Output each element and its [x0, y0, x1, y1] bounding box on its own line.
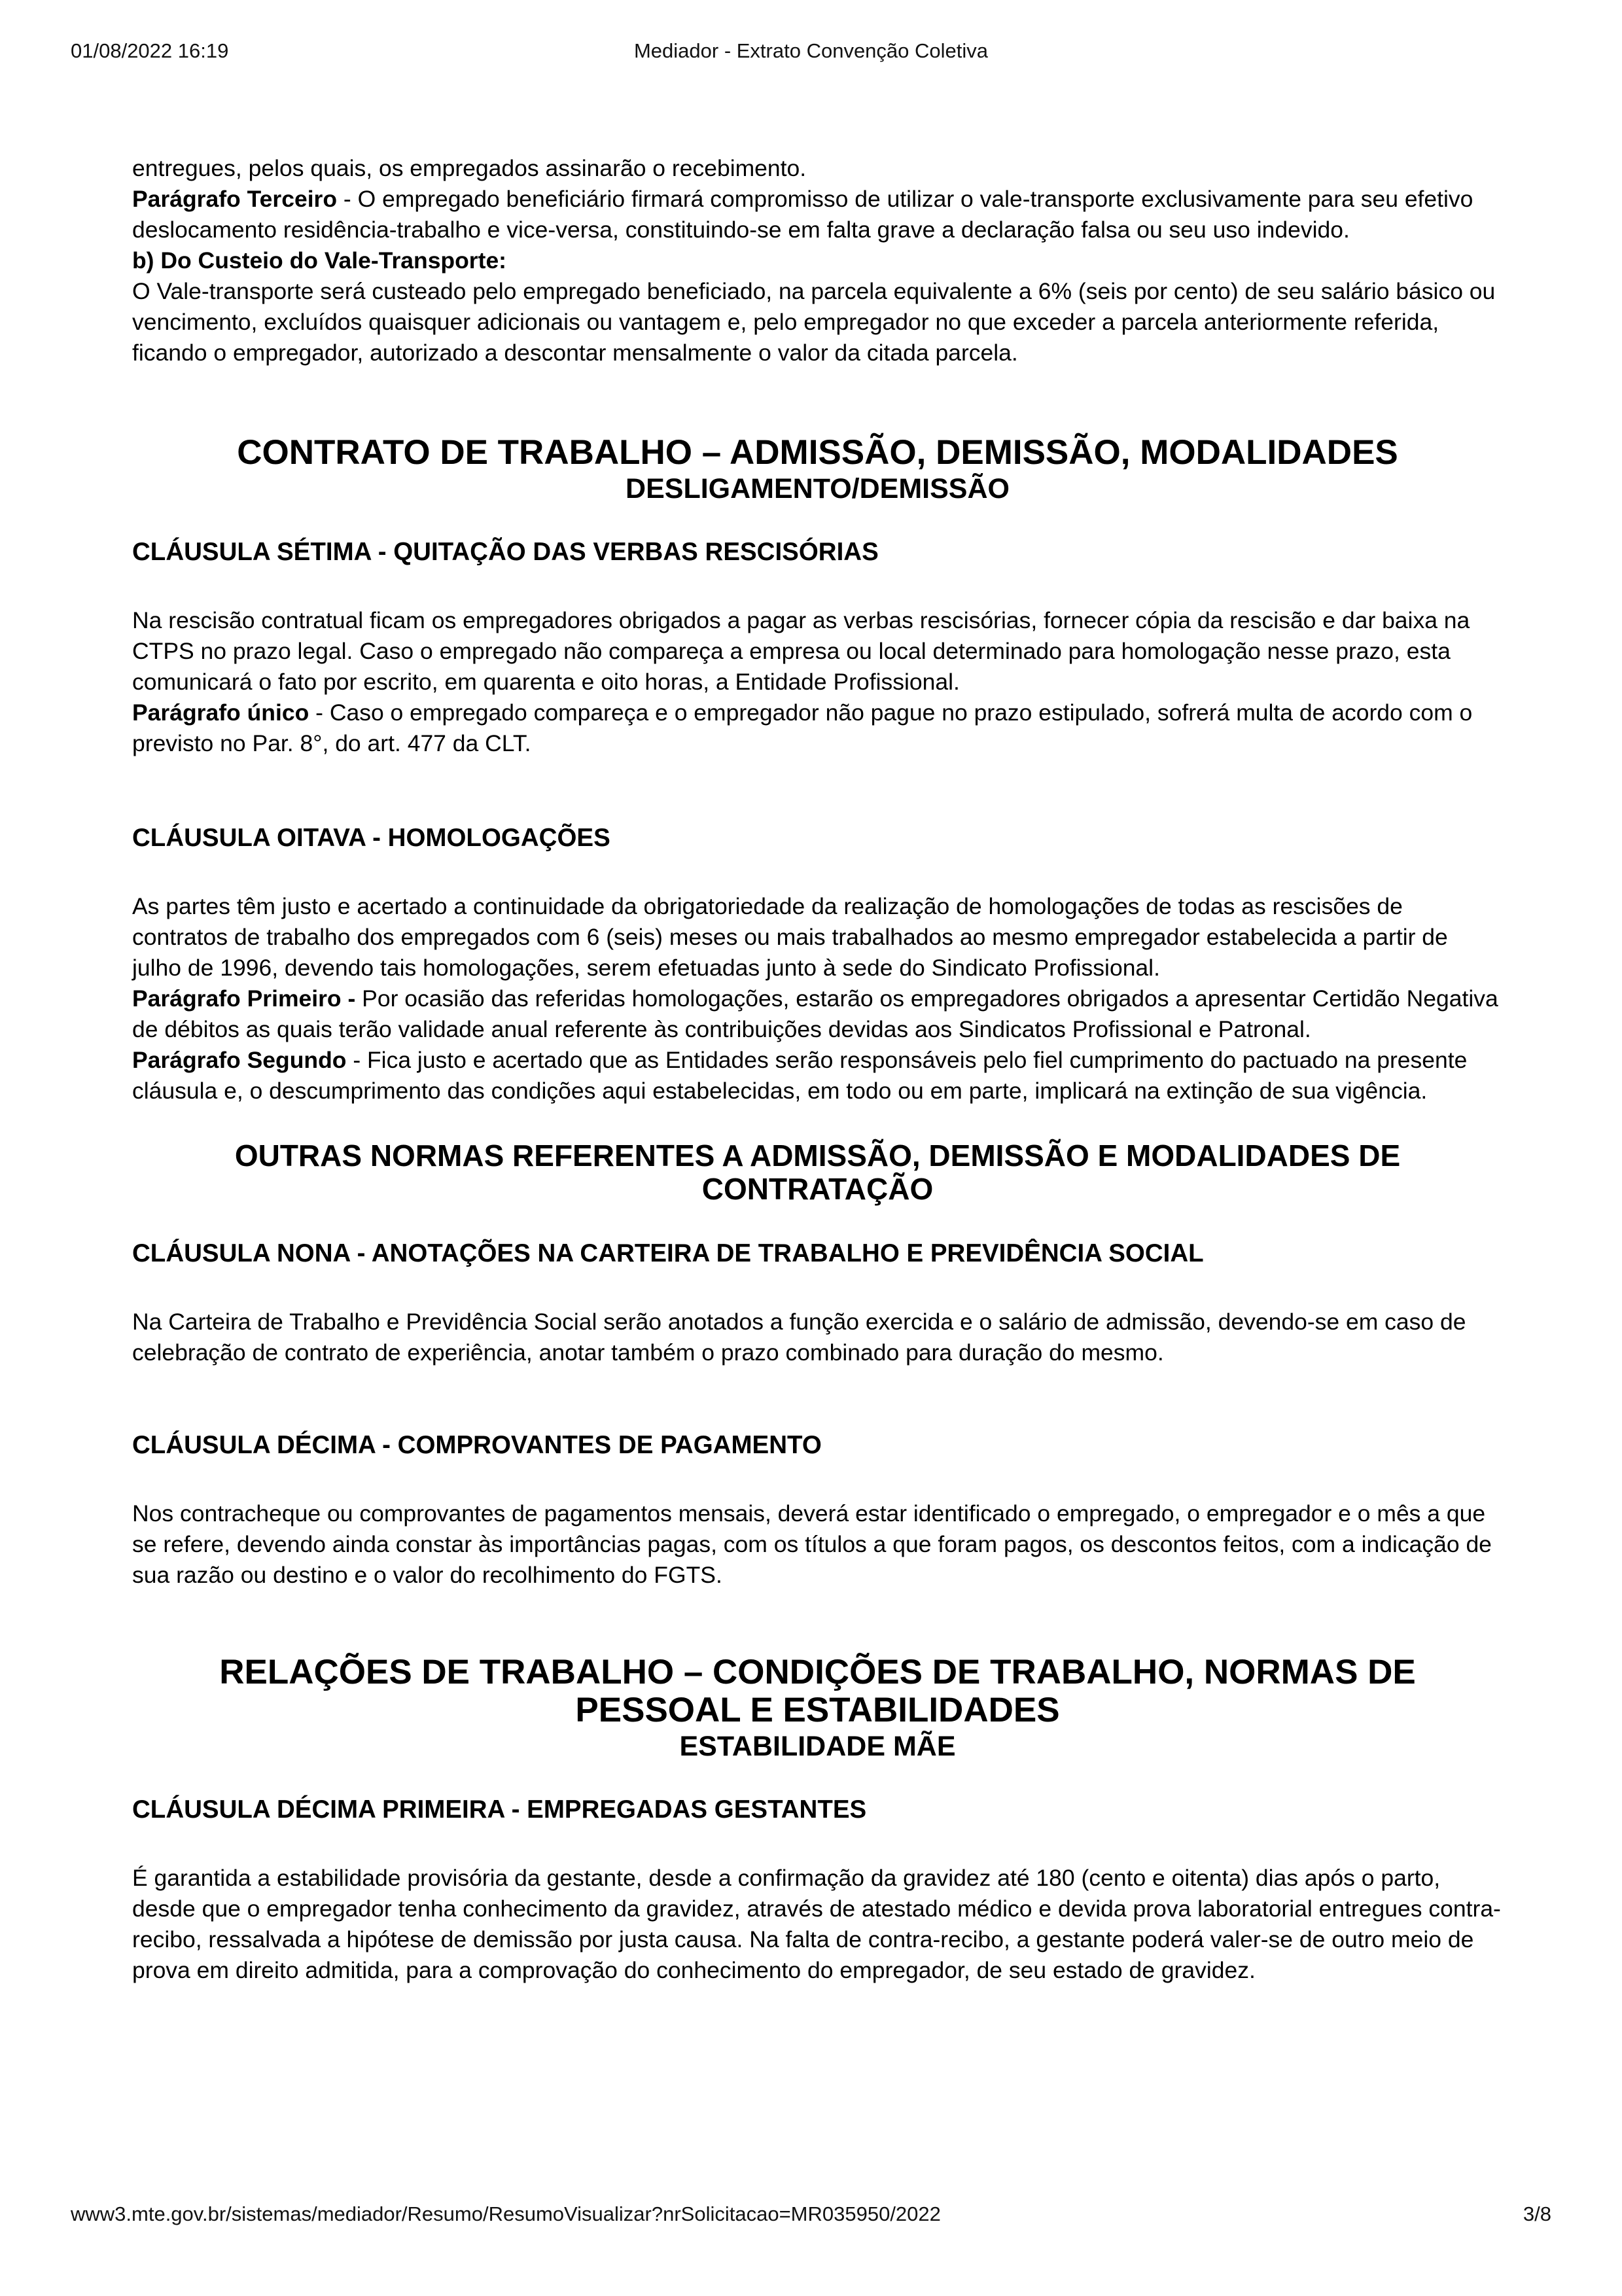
paragrafo-terceiro-text: - O empregado beneficiário firmará compromisso de utilizar o vale-transporte exclusivamente para seu efetivo deslocamento residência-trabalho e vice-versa, constituindo-se em falta grave a declaração falsa ou seu uso indevido.	[132, 186, 1473, 243]
document-content	[132, 153, 1503, 1986]
paragrafo-primeiro-text: Por ocasião das referidas homologações, estarão os empregadores obrigados a apresentar Certidão Negativa de débitos as quais terão validade anual referente às contribuições devidas aos Sindicatos Profissional e Patronal.	[132, 985, 1498, 1042]
clause-7-text: Na rescisão contratual ficam os empregadores obrigados a pagar as verbas rescisórias, fornecer cópia da rescisão e dar baixa na CTPS no prazo legal. Caso o empregado não compareça a empresa ou local determinado para homologação nesse prazo, esta comunicará o fato por escrito, em quarenta e oito horas, a Entidade Profissional.	[132, 607, 1470, 695]
clause-7-body	[132, 605, 1503, 759]
paragrafo-segundo-text: - Fica justo e acertado que as Entidades serão responsáveis pelo fiel cumprimento do pactuado na presente cláusula e, o descumprimento das condições aqui estabelecidas, em todo ou em parte, implicará na extinção de sua vigência.	[132, 1047, 1468, 1104]
custeio-text: O Vale-transporte será custeado pelo empregado beneficiado, na parcela equivalente a 6% (seis por cento) de seu salário básico ou vencimento, excluídos quaisquer adicionais ou vantagem e, pelo empregador no que exceder a parcela anteriormente referida, ficando o empregador, autorizado a descontar mensalmente o valor da citada parcela.	[132, 278, 1496, 366]
group-subtitle: ESTABILIDADE MÃE	[679, 1731, 956, 1762]
clause-7-title: CLÁUSULA SÉTIMA - QUITAÇÃO DAS VERBAS RESCISÓRIAS	[132, 538, 879, 566]
paragrafo-unico-label: Parágrafo único	[132, 699, 309, 726]
custeio-heading: b) Do Custeio do Vale-Transporte:	[132, 247, 507, 274]
paragrafo-unico-text: - Caso o empregado compareça e o empregador não pague no prazo estipulado, sofrerá multa de acordo com o previsto no Par. 8°, do art. 477 da CLT.	[132, 699, 1473, 756]
group-title	[132, 1139, 1503, 1206]
group-relacoes-trabalho	[132, 1653, 1503, 1763]
intro-line: entregues, pelos quais, os empregados assinarão o recebimento.	[132, 155, 807, 181]
group-subtitle: DESLIGAMENTO/DEMISSÃO	[626, 473, 1010, 504]
clause-9-body: Na Carteira de Trabalho e Previdência Social serão anotados a função exercida e o salário de admissão, devendo-se em caso de celebração de contrato de experiência, anotar também o prazo combinado para duração do mesmo.	[132, 1309, 1466, 1366]
clause-10-body: Nos contracheque ou comprovantes de pagamentos mensais, deverá estar identificado o empregado, o empregador e o mês a que se refere, devendo ainda constar às importâncias pagas, com os títulos a que foram pagos, os descontos feitos, com a indicação de sua razão ou destino e o valor do recolhimento do FGTS.	[132, 1500, 1492, 1588]
group-title: CONTRATO DE TRABALHO – ADMISSÃO, DEMISSÃO, MODALIDADES	[237, 433, 1398, 472]
print-footer	[0, 2202, 1622, 2229]
paragrafo-primeiro-label: Parágrafo Primeiro -	[132, 985, 356, 1012]
print-datetime: 01/08/2022 16:19	[71, 39, 229, 62]
paragrafo-terceiro-label: Parágrafo Terceiro	[132, 186, 338, 212]
clause-8-title: CLÁUSULA OITAVA - HOMOLOGAÇÕES	[132, 824, 610, 852]
print-url: www3.mte.gov.br/sistemas/mediador/Resumo/ResumoVisualizar?nrSolicitacao=MR035950/2022	[71, 2202, 941, 2225]
group-title	[132, 1653, 1503, 1729]
group-title-line: PESSOAL E ESTABILIDADES	[575, 1691, 1060, 1729]
group-contrato-trabalho	[132, 434, 1503, 506]
group-title-line: RELAÇÕES DE TRABALHO – CONDIÇÕES DE TRABALHO, NORMAS DE	[219, 1653, 1416, 1691]
print-page-number: 3/8	[1523, 2202, 1551, 2225]
group-title-line: OUTRAS NORMAS REFERENTES A ADMISSÃO, DEMISSÃO E MODALIDADES DE	[234, 1139, 1401, 1173]
paragrafo-segundo-label: Parágrafo Segundo	[132, 1047, 347, 1073]
clause-10-title: CLÁUSULA DÉCIMA - COMPROVANTES DE PAGAMENTO	[132, 1431, 822, 1459]
clause-8-text: As partes têm justo e acertado a continuidade da obrigatoriedade da realização de homologações de todas as rescisões de contratos de trabalho dos empregados com 6 (seis) meses ou mais trabalhados ao mesmo empregador estabelecida a partir de julho de 1996, devendo tais homologações, serem efetuadas junto à sede do Sindicato Profissional.	[132, 893, 1448, 981]
clause-8-body	[132, 891, 1503, 1106]
group-outras-normas	[132, 1139, 1503, 1206]
print-header	[0, 39, 1622, 65]
clause-11-title: CLÁUSULA DÉCIMA PRIMEIRA - EMPREGADAS GESTANTES	[132, 1795, 867, 1824]
group-title-line: CONTRATAÇÃO	[701, 1172, 934, 1206]
intro-paragraph	[132, 153, 1503, 368]
clause-11-body: É garantida a estabilidade provisória da gestante, desde a confirmação da gravidez até 180 (cento e oitenta) dias após o parto, desde que o empregador tenha conhecimento da gravidez, através de atestado médico e devida prova laboratorial entregues contra-recibo, ressalvada a hipótese de demissão por justa causa. Na falta de contra-recibo, a gestante poderá valer-se de outro meio de prova em direito admitida, para a comprovação do conhecimento do empregador, de seu estado de gravidez.	[132, 1865, 1501, 1983]
print-page-title: Mediador - Extrato Convenção Coletiva	[633, 39, 989, 62]
clause-9-title: CLÁUSULA NONA - ANOTAÇÕES NA CARTEIRA DE TRABALHO E PREVIDÊNCIA SOCIAL	[132, 1239, 1204, 1267]
